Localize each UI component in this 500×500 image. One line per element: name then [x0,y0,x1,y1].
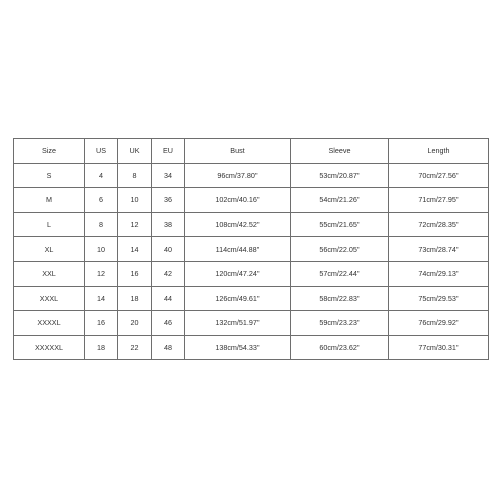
table-row [14,311,489,336]
cell-uk: 20 [118,311,152,336]
cell-length: 71cm/27.95'' [389,188,489,213]
cell-length: 73cm/28.74'' [389,237,489,262]
cell-eu: 40 [152,237,185,262]
cell-sleeve: 55cm/21.65'' [291,212,389,237]
cell-uk: 16 [118,261,152,286]
cell-length: 72cm/28.35'' [389,212,489,237]
cell-us: 8 [85,212,118,237]
cell-sleeve: 59cm/23.23'' [291,311,389,336]
cell-us: 6 [85,188,118,213]
cell-length: 74cm/29.13'' [389,261,489,286]
table-row [14,286,489,311]
cell-us: 12 [85,261,118,286]
table-row [14,237,489,262]
cell-bust: 132cm/51.97'' [185,311,291,336]
cell-bust: 96cm/37.80'' [185,163,291,188]
cell-bust: 114cm/44.88'' [185,237,291,262]
cell-length: 70cm/27.56'' [389,163,489,188]
header-bust: Bust [185,139,291,164]
header-length: Length [389,139,489,164]
cell-us: 4 [85,163,118,188]
cell-uk: 12 [118,212,152,237]
cell-eu: 38 [152,212,185,237]
cell-us: 18 [85,335,118,360]
header-uk: UK [118,139,152,164]
size-chart-table [13,138,489,360]
header-eu: EU [152,139,185,164]
cell-sleeve: 53cm/20.87'' [291,163,389,188]
cell-sleeve: 54cm/21.26'' [291,188,389,213]
cell-size: XXXL [14,286,85,311]
cell-bust: 126cm/49.61'' [185,286,291,311]
table-header [14,139,489,164]
cell-sleeve: 57cm/22.44'' [291,261,389,286]
cell-eu: 34 [152,163,185,188]
table-row [14,188,489,213]
cell-us: 14 [85,286,118,311]
cell-length: 75cm/29.53'' [389,286,489,311]
cell-uk: 8 [118,163,152,188]
cell-sleeve: 58cm/22.83'' [291,286,389,311]
cell-uk: 22 [118,335,152,360]
cell-size: S [14,163,85,188]
cell-eu: 46 [152,311,185,336]
cell-us: 16 [85,311,118,336]
table-row [14,212,489,237]
cell-eu: 48 [152,335,185,360]
cell-size: XL [14,237,85,262]
header-us: US [85,139,118,164]
cell-uk: 14 [118,237,152,262]
cell-bust: 108cm/42.52'' [185,212,291,237]
cell-length: 77cm/30.31'' [389,335,489,360]
table-body [14,163,489,360]
cell-uk: 18 [118,286,152,311]
cell-sleeve: 56cm/22.05'' [291,237,389,262]
cell-eu: 42 [152,261,185,286]
cell-size: XXXXXL [14,335,85,360]
cell-bust: 120cm/47.24'' [185,261,291,286]
cell-size: XXXXL [14,311,85,336]
header-size: Size [14,139,85,164]
cell-size: M [14,188,85,213]
cell-uk: 10 [118,188,152,213]
table-row [14,335,489,360]
cell-bust: 138cm/54.33'' [185,335,291,360]
cell-eu: 36 [152,188,185,213]
cell-bust: 102cm/40.16'' [185,188,291,213]
cell-size: L [14,212,85,237]
table-row [14,163,489,188]
cell-length: 76cm/29.92'' [389,311,489,336]
table-row [14,261,489,286]
cell-us: 10 [85,237,118,262]
header-row [14,139,489,164]
cell-eu: 44 [152,286,185,311]
cell-size: XXL [14,261,85,286]
cell-sleeve: 60cm/23.62'' [291,335,389,360]
header-sleeve: Sleeve [291,139,389,164]
